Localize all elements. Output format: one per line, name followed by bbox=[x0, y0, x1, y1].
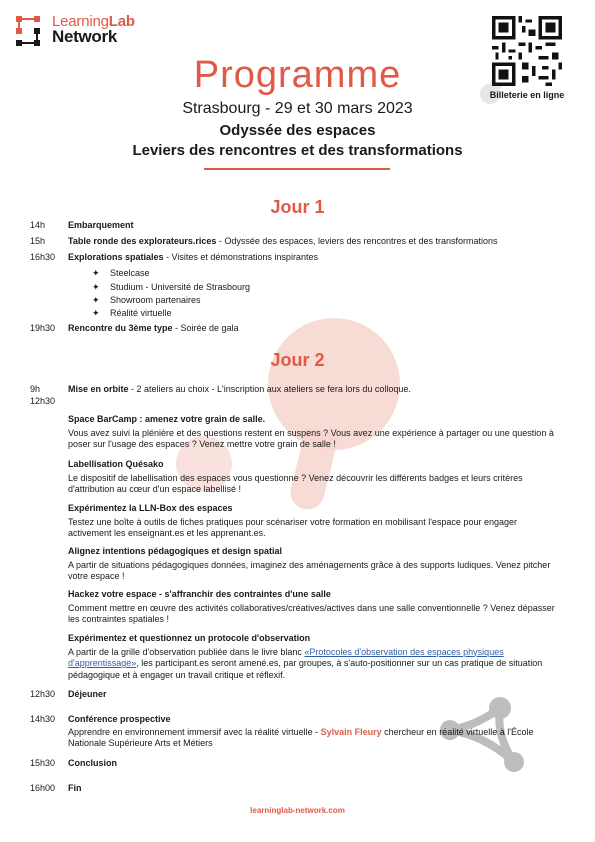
logo-wordmark bbox=[52, 14, 135, 44]
workshop-title: Alignez intentions pédagogiques et design spatial bbox=[68, 546, 283, 556]
workshop-text: A partir de la grille d'observation publiée dans le livre blanc «Protocoles d'observation des espaces physiques d'apprentissage», les participant.es seront amené.es, par groupes, à s'auto-positionner sur un cas pratique de situation pédagogique et à engager un travail critique et réflexif. bbox=[68, 646, 543, 680]
schedule-time: 19h30 bbox=[30, 323, 56, 333]
schedule-desc: Table ronde des explorateurs.rices - Odyssée des espaces, leviers des rencontres et des transformations bbox=[68, 236, 498, 246]
learninglab-logo[interactable] bbox=[14, 14, 135, 54]
star-bullet-icon: ✦ bbox=[92, 268, 100, 278]
schedule-time: 15h30 bbox=[30, 758, 56, 768]
workshop-title: Expérimentez la LLN-Box des espaces bbox=[68, 503, 233, 513]
schedule-time: 15h bbox=[30, 236, 46, 246]
conference-description: Apprendre en environnement immersif avec la réalité virtuelle - Sylvain Fleury chercheur en réalité virtuelle à l'École Nationale Supérieure Arts et Métiers bbox=[68, 727, 534, 748]
event-date-location: Strasbourg - 29 et 30 mars 2023 bbox=[182, 100, 413, 117]
workshop-text: Vous avez suivi la plénière et des questions restent en suspens ? Vous avez une expérience à partager ou une question à poser sur l'usage des espaces ? Venez mettre votre grain de salle ! bbox=[68, 427, 554, 449]
list-item: ✦ Studium - Université de Strasbourg bbox=[92, 282, 251, 292]
logo-line-1: LearningLab bbox=[52, 13, 135, 30]
logo-line-2: Network bbox=[52, 27, 117, 46]
workshop-text: Comment mettre en œuvre des activités collaboratives/créatives/actives dans une salle conventionnelle ? Venez dépasser les contraintes spatiales ! bbox=[68, 602, 555, 624]
day2-heading: Jour 2 bbox=[270, 350, 325, 370]
workshop-text: Testez une boîte à outils de fiches pratiques pour scénariser votre formation en mobilisant l'espace pour engager activement les enseignant.es et les apprenant.es. bbox=[68, 516, 517, 538]
schedule-desc: Conférence prospective bbox=[68, 714, 171, 724]
day1-heading: Jour 1 bbox=[270, 197, 325, 217]
schedule-time: 12h30 bbox=[30, 689, 56, 699]
star-bullet-icon: ✦ bbox=[92, 308, 100, 318]
schedule-time: 12h30 bbox=[30, 396, 56, 406]
schedule-time: 9h bbox=[30, 384, 41, 394]
list-item: ✦ Showroom partenaires bbox=[92, 295, 201, 305]
schedule-desc: Déjeuner bbox=[68, 689, 107, 699]
schedule-time: 16h00 bbox=[30, 783, 56, 793]
qr-caption: Billeterie en ligne bbox=[489, 90, 565, 100]
workshop-text: Le dispositif de labellisation des espaces vous questionne ? Venez découvrir les différents badges et leurs critères d'attribution au cœur d'un espace labellisé ! bbox=[68, 472, 523, 494]
theme-line-2: Leviers des rencontres et des transformations bbox=[132, 142, 463, 159]
workshop-item bbox=[68, 546, 558, 583]
livre-blanc-link[interactable]: «Protocoles d'observation des espaces physiques d'apprentissage» bbox=[68, 646, 504, 668]
schedule-time: 16h30 bbox=[30, 252, 56, 262]
title-divider bbox=[204, 168, 390, 170]
page-title: Programme bbox=[193, 54, 402, 96]
workshop-item bbox=[68, 589, 558, 626]
network-logo-icon bbox=[14, 14, 44, 54]
schedule-desc: Fin bbox=[68, 783, 82, 793]
workshop-title: Space BarCamp : amenez votre grain de salle. bbox=[68, 414, 266, 424]
schedule-time: 14h bbox=[30, 220, 46, 230]
workshop-title: Expérimentez et questionnez un protocole d'observation bbox=[68, 633, 311, 643]
workshop-item bbox=[68, 459, 558, 496]
list-item: ✦ Réalité virtuelle bbox=[92, 308, 172, 318]
workshop-item bbox=[68, 414, 558, 451]
schedule-desc: Conclusion bbox=[68, 758, 117, 768]
workshop-title: Labellisation Quésako bbox=[68, 459, 164, 469]
workshop-item bbox=[68, 633, 558, 681]
footer-website-link[interactable]: learninglab-network.com bbox=[250, 806, 345, 815]
workshop-item bbox=[68, 503, 558, 540]
schedule-desc: Rencontre du 3ème type - Soirée de gala bbox=[68, 323, 239, 333]
workshop-text: A partir de situations pédagogiques données, imaginez des aménagements grâce à des supports ludiques. Venez pitcher votre espace ! bbox=[68, 559, 551, 581]
workshop-title: Hackez votre espace - s'affranchir des contraintes d'une salle bbox=[68, 589, 331, 599]
theme-line-1: Odyssée des espaces bbox=[219, 122, 376, 139]
star-bullet-icon: ✦ bbox=[92, 295, 100, 305]
schedule-desc: Embarquement bbox=[68, 220, 134, 230]
schedule-desc: Mise en orbite - 2 ateliers au choix - L'inscription aux ateliers se fera lors du colloque. bbox=[68, 384, 411, 394]
list-item: ✦ Steelcase bbox=[92, 268, 150, 278]
schedule-desc: Explorations spatiales - Visites et démonstrations inspirantes bbox=[68, 252, 318, 262]
speaker-name: Sylvain Fleury bbox=[320, 727, 382, 737]
schedule-time: 14h30 bbox=[30, 714, 56, 724]
star-bullet-icon: ✦ bbox=[92, 282, 100, 292]
